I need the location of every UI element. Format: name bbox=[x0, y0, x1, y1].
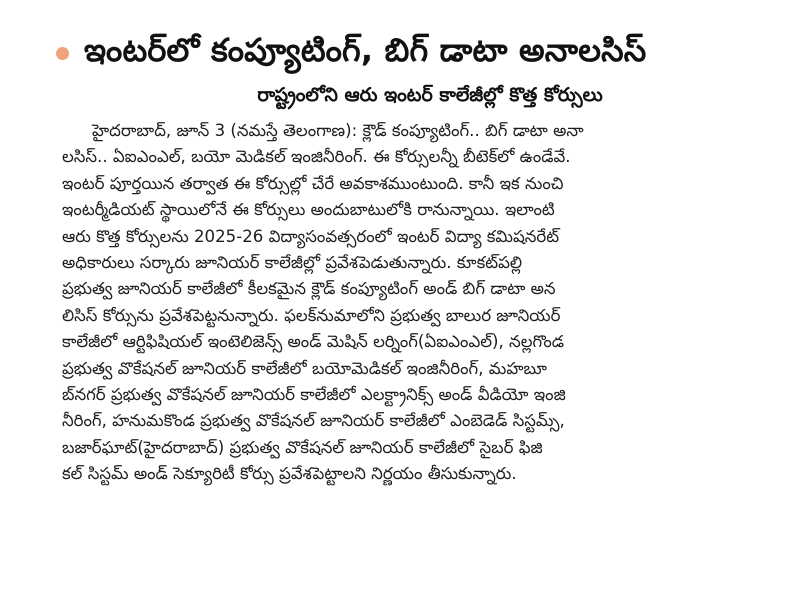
headline: ఇంటర్‌లో కంప్యూటింగ్‌, బిగ్‌ డాటా అనాలసిస్‌ bbox=[84, 31, 647, 69]
article-line: ఇంటర్మీడియట్‌ స్థాయిలోనే ఈ కోర్సులు అందుబాటులోకి రానున్నాయి. ఇలాంటి bbox=[62, 200, 555, 220]
article-line: లిసిస్‌ కోర్సును ప్రవేశపెట్టనున్నారు. ఫలక్‌నుమాలోని ప్రభుత్వ బాలుర జూనియర్‌ bbox=[62, 305, 561, 325]
article-line: ఇంటర్‌ పూర్తయిన తర్వాత ఈ కోర్సుల్లో చేరే అవకాశముంటుంది. కానీ ఇక నుంచి bbox=[62, 173, 564, 193]
article-line: నీరింగ్‌, హనుమకొండ ప్రభుత్వ వొకేషనల్‌ జూనియర్‌ కాలేజీలో ఎంబెడెడ్‌ సిస్టమ్స్‌, bbox=[62, 411, 565, 431]
headline-bullet-icon bbox=[56, 47, 69, 60]
article-line: ఆరు కొత్త కోర్సులను 2025-26 విద్యాసంవత్సరంలో ఇంటర్‌ విద్యా కమిషనరేట్‌ bbox=[62, 226, 560, 246]
article-line: కాలేజీలో ఆర్టిఫిషియల్‌ ఇంటెలిజెన్స్‌ అండ్‌ మెషిన్‌ లర్నింగ్‌(ఏఐఎంఎల్‌), నల్లగొండ bbox=[62, 332, 565, 352]
article-line: అధికారులు సర్కారు జూనియర్‌ కాలేజీల్లో ప్రవేశపెడుతున్నారు. కూకట్‌పల్లి bbox=[62, 253, 523, 273]
article-line: ప్రభుత్వ జూనియర్‌ కాలేజీలో కీలకమైన క్లౌడ్‌ కంప్యూటింగ్‌ అండ్‌ బిగ్‌ డాటా అన bbox=[62, 279, 556, 299]
article-line: బజార్‌ఘాట్‌(హైదరాబాద్‌) ప్రభుత్వ వొకేషనల్‌ జూనియర్‌ కాలేజీలో సైబర్‌ ఫిజి bbox=[62, 437, 543, 457]
article-body bbox=[62, 118, 778, 488]
article-line: ప్రభుత్వ వొకేషనల్‌ జూనియర్‌ కాలేజీలో బయోమెడికల్‌ ఇంజినీరింగ్‌, మహబూ bbox=[62, 358, 548, 378]
subheadline: రాష్ట్రంలోని ఆరు ఇంటర్‌ కాలేజీల్లో కొత్త కోర్సులు bbox=[257, 84, 603, 106]
article-line: హైదరాబాద్‌, జూన్‌ 3 (నమస్తే తెలంగాణ): క్లౌడ్‌ కంప్యూటింగ్‌.. బిగ్‌ డాటా అనా bbox=[92, 121, 584, 140]
article-line: కల్‌ సిస్టమ్‌ అండ్‌ సెక్యూరిటీ కోర్సు ప్రవేశపెట్టాలని నిర్ణయం తీసుకున్నారు. bbox=[62, 464, 517, 484]
article-line: బ్‌నగర్‌ ప్రభుత్వ వొకేషనల్‌ జూనియర్‌ కాలేజీలో ఎలక్ట్రానిక్స్‌ అండ్‌ వీడియో ఇంజి bbox=[62, 385, 566, 405]
article-line: లసిస్‌.. ఏఐఎంఎల్‌, బయో మెడికల్‌ ఇంజినీరింగ్‌. ఈ కోర్సులన్నీ బీటెక్‌లో ఉండేవే. bbox=[62, 147, 571, 167]
